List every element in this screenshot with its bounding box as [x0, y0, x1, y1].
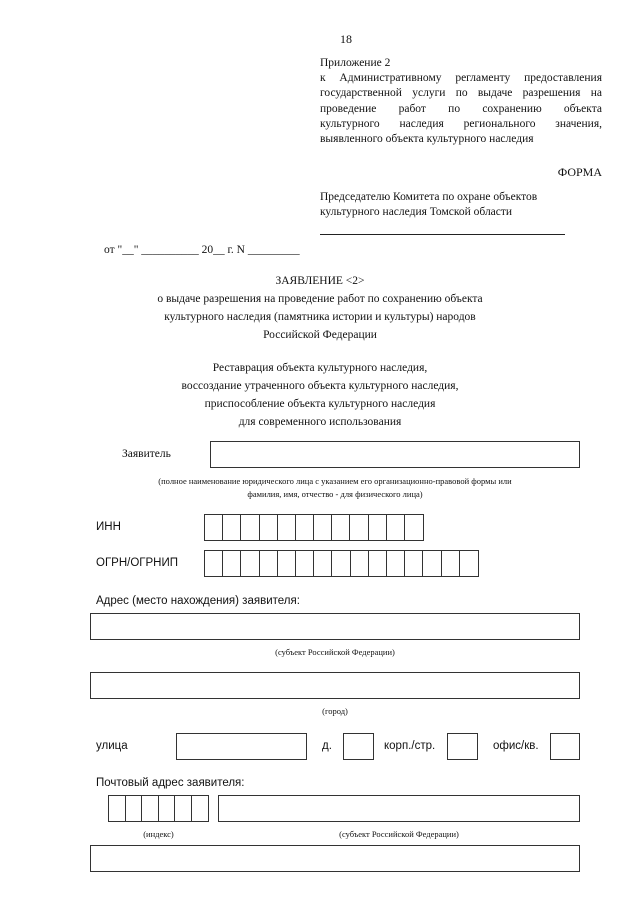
ogrn-digit-cell[interactable] [460, 551, 478, 576]
applicant-note-line: (полное наименование юридического лица с указанием его организационно-правовой формы или [158, 476, 512, 486]
work-type-line: для современного использования [238, 416, 402, 428]
application-title [0, 272, 640, 344]
page-number: 18 [340, 32, 352, 46]
inn-digit-cell[interactable] [369, 515, 387, 540]
addressee-line-1: Председателю Комитета по охране объектов [320, 191, 538, 203]
subject-note: (субъект Российской Федерации) [275, 647, 395, 657]
work-types [0, 359, 640, 431]
title-line: о выдаче разрешения на проведение работ по сохранению объекта [157, 293, 483, 305]
inn-label: ИНН [96, 521, 121, 533]
ogrn-digit-cell[interactable] [296, 551, 314, 576]
ogrn-field[interactable] [204, 550, 479, 577]
appendix-line: выявленного объекта культурного наследия [320, 133, 534, 146]
house-field[interactable] [343, 733, 374, 760]
office-field[interactable] [550, 733, 580, 760]
index-digit-cell[interactable] [159, 796, 176, 821]
title-line: культурного наследия (памятника истории и культуры) народов [164, 311, 476, 323]
inn-digit-cell[interactable] [205, 515, 223, 540]
title-line: Российской Федерации [263, 329, 377, 341]
index-digit-cell[interactable] [175, 796, 192, 821]
applicant-note-line: фамилия, имя, отчество - для физического лица) [247, 489, 423, 499]
address-subject-field[interactable] [90, 613, 580, 640]
ogrn-digit-cell[interactable] [369, 551, 387, 576]
inn-digit-cell[interactable] [332, 515, 350, 540]
ogrn-digit-cell[interactable] [332, 551, 350, 576]
ogrn-digit-cell[interactable] [387, 551, 405, 576]
address-label: Адрес (место нахождения) заявителя: [96, 595, 300, 607]
date-number-line[interactable]: от "__" __________ 20__ г. N _________ [104, 244, 300, 256]
work-type-line: воссоздание утраченного объекта культурного наследия, [181, 380, 459, 392]
inn-digit-cell[interactable] [241, 515, 259, 540]
ogrn-digit-cell[interactable] [423, 551, 441, 576]
inn-digit-cell[interactable] [405, 515, 423, 540]
address-city-field[interactable] [90, 672, 580, 699]
index-digit-cell[interactable] [126, 796, 143, 821]
inn-digit-cell[interactable] [296, 515, 314, 540]
street-label: улица [96, 740, 128, 752]
applicant-note [90, 475, 580, 501]
inn-digit-cell[interactable] [223, 515, 241, 540]
ogrn-digit-cell[interactable] [442, 551, 460, 576]
ogrn-digit-cell[interactable] [223, 551, 241, 576]
ogrn-label: ОГРН/ОГРНИП [96, 557, 179, 569]
postal-city-field[interactable] [90, 845, 580, 872]
work-type-line: приспособление объекта культурного наследия [204, 398, 436, 410]
ogrn-digit-cell[interactable] [260, 551, 278, 576]
ogrn-digit-cell[interactable] [241, 551, 259, 576]
appendix-line: к Административному регламенту предоставления [320, 72, 602, 85]
house-label: д. [322, 740, 332, 752]
addressee-line-2: культурного наследия Томской области [320, 206, 513, 218]
street-field[interactable] [176, 733, 307, 760]
ogrn-digit-cell[interactable] [351, 551, 369, 576]
building-field[interactable] [447, 733, 478, 760]
inn-field[interactable] [204, 514, 424, 541]
city-note: (город) [322, 706, 348, 716]
postal-address-label: Почтовый адрес заявителя: [96, 777, 245, 789]
index-note: (индекс) [143, 829, 174, 839]
appendix-line: Приложение 2 [320, 57, 391, 69]
appendix-header [320, 56, 602, 147]
postal-index-field[interactable] [108, 795, 209, 822]
postal-subject-field[interactable] [218, 795, 580, 822]
office-label: офис/кв. [493, 740, 539, 752]
building-label: корп./стр. [384, 740, 436, 752]
ogrn-digit-cell[interactable] [205, 551, 223, 576]
ogrn-digit-cell[interactable] [278, 551, 296, 576]
work-type-line: Реставрация объекта культурного наследия, [212, 362, 428, 374]
appendix-line: культурного наследия регионального значения, [320, 117, 602, 130]
addressee-block [320, 190, 570, 235]
appendix-line: проведение работ по сохранению объекта [320, 102, 602, 115]
applicant-label: Заявитель [122, 448, 171, 460]
postal-subject-note: (субъект Российской Федерации) [339, 829, 459, 839]
inn-digit-cell[interactable] [350, 515, 368, 540]
inn-digit-cell[interactable] [387, 515, 405, 540]
forma-label: ФОРМА [557, 165, 602, 179]
appendix-line: государственной услуги по выдаче разрешения на [320, 87, 602, 100]
addressee-signature-line[interactable] [320, 220, 565, 235]
index-digit-cell[interactable] [192, 796, 208, 821]
index-digit-cell[interactable] [109, 796, 126, 821]
ogrn-digit-cell[interactable] [314, 551, 332, 576]
inn-digit-cell[interactable] [260, 515, 278, 540]
inn-digit-cell[interactable] [314, 515, 332, 540]
applicant-field[interactable] [210, 441, 580, 468]
title-heading: ЗАЯВЛЕНИЕ <2> [275, 275, 365, 287]
ogrn-digit-cell[interactable] [405, 551, 423, 576]
index-digit-cell[interactable] [142, 796, 159, 821]
inn-digit-cell[interactable] [278, 515, 296, 540]
